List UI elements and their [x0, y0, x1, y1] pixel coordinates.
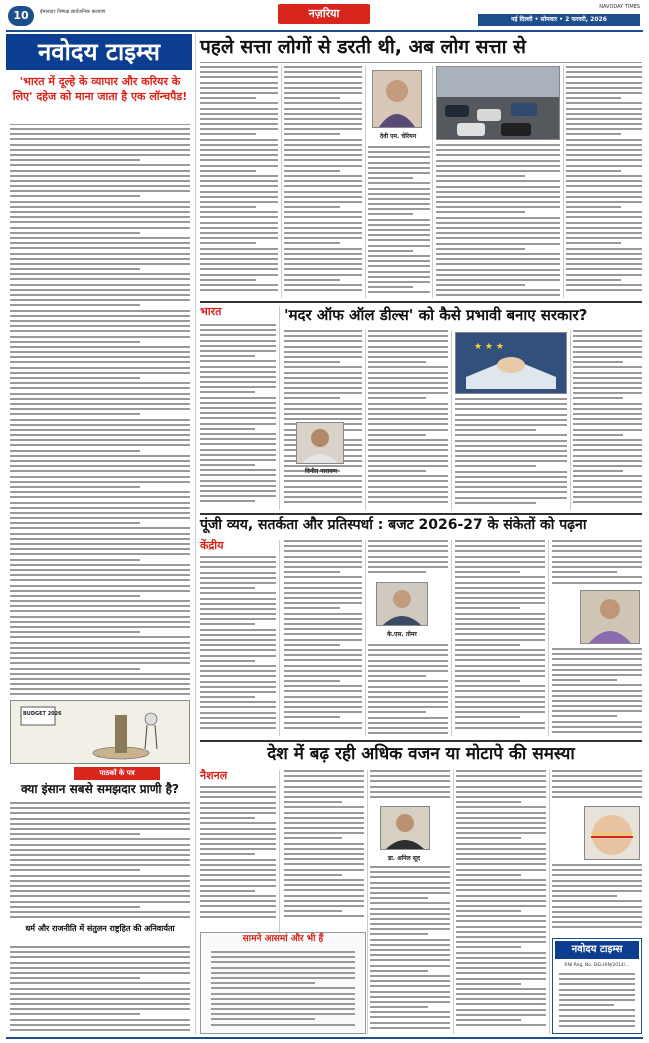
header-slogan: ईमानदार निष्पक्ष सार्वजनिक कल्याण	[40, 9, 106, 15]
lead-divider-3	[432, 66, 433, 298]
cartoon-label: BUDGET 2026	[23, 711, 62, 717]
story-three-col-4	[455, 540, 545, 736]
author-name-cherian: देवी एम. चेरियन	[379, 133, 417, 140]
section-rule-3	[200, 740, 642, 742]
author-photo-tomar	[376, 582, 428, 626]
story-two-col-5	[573, 330, 642, 510]
story-four-col-5	[552, 770, 642, 804]
lead-col-4	[436, 144, 560, 298]
story-four-col-3	[370, 770, 450, 802]
poem-box	[200, 932, 366, 1034]
story-four-headline: देश में बढ़ रही अधिक वजन या मोटापे की समस्या	[267, 744, 575, 764]
masthead-logo: नवोदय टाइम्स	[6, 34, 192, 70]
story-four-col-4	[456, 770, 546, 1034]
story-four-divider-4	[549, 770, 550, 1034]
author-photo-cherian	[372, 70, 422, 128]
story-two-col-3	[368, 330, 448, 510]
story-three-col-5	[552, 540, 642, 588]
letters-text-two	[10, 946, 190, 1034]
date-line: नई दिल्ली • सोमवार • 2 फरवरी, 2026	[478, 14, 640, 26]
lead-rule	[200, 62, 642, 63]
lead-divider-1	[281, 66, 282, 298]
story-two-divider-1	[279, 306, 280, 510]
lead-col-5	[566, 66, 642, 298]
story-two-col-2	[284, 330, 362, 510]
page-number-badge: 10	[8, 6, 34, 26]
story-three-headline: पूंजी व्यय, सतर्कता और प्रतिस्पर्धा : बजट 2026-27 के संकेतों को पढ़ना	[200, 517, 587, 533]
lead-col-2	[284, 66, 362, 298]
story-two-photo-handshake	[455, 332, 567, 394]
story-four-divider-3	[453, 770, 454, 1034]
story-three-kicker: केंद्रीय	[200, 539, 224, 552]
poem-lines	[211, 951, 355, 1031]
budget-cartoon	[10, 700, 190, 764]
letters-text-one	[10, 802, 190, 922]
letters-title-two: धर्म और राजनीति में संतुलन राष्ट्रहित की अनिवार्यता	[25, 924, 175, 933]
story-two-headline: 'मदर ऑफ ऑल डील्स' को कैसे प्रभावी बनाए सरकार?	[284, 306, 588, 324]
story-four-kicker: नैशनल	[200, 769, 228, 782]
main-column-divider	[195, 34, 196, 1034]
story-three-divider-2	[365, 540, 366, 736]
story-three-col-3-top	[368, 540, 448, 578]
story-three-divider-1	[279, 540, 280, 736]
author-name-narain: विनीत नारायण	[305, 468, 337, 475]
footer-box	[552, 938, 642, 1034]
author-name-sood: डा. अनिल सूद	[388, 855, 420, 862]
section-tag: नज़रिया	[278, 4, 370, 24]
section-rule-2	[200, 513, 642, 515]
story-two-col-4	[455, 398, 567, 510]
header-rule	[6, 30, 643, 32]
story-two-kicker: भारत	[200, 305, 222, 318]
page-bottom-rule	[6, 1037, 643, 1039]
story-two-col-1	[200, 324, 276, 510]
story-two-divider-2	[365, 330, 366, 510]
story-three-col-1	[200, 556, 276, 736]
story-four-divider-2	[367, 770, 368, 1034]
lead-photo-traffic	[436, 66, 560, 140]
author-photo-narain	[296, 422, 344, 464]
svg-text:★ ★ ★: ★ ★ ★	[474, 342, 504, 352]
lead-divider-2	[365, 66, 366, 298]
footer-info: RNI Reg. No. DELHIN/2014/...	[564, 963, 630, 968]
author-photo-sood	[380, 806, 430, 850]
lead-divider-4	[563, 66, 564, 298]
brand-small: NAVODAY TIMES	[599, 4, 640, 10]
poem-title: सामने आसमां और भी हैं	[242, 934, 324, 944]
story-four-col-1	[200, 786, 276, 926]
section-rule-1	[200, 301, 642, 303]
letters-title-one: क्या इंसान सबसे समझदार प्राणी है?	[20, 782, 180, 796]
editorial-rule	[10, 124, 190, 125]
author-name-tomar: के.एस. तोमर	[387, 631, 417, 638]
editorial-text	[10, 128, 190, 696]
story-three-col-5b	[552, 648, 642, 736]
story-three-divider-3	[451, 540, 452, 736]
letters-heading: पाठकों के पत्र	[74, 767, 160, 780]
story-four-col-2	[284, 770, 364, 928]
editorial-title: 'भारत में दूल्हे के व्यापार और करियर के लिए' दहेज को माना जाता है एक लॉन्चपैड!	[12, 75, 188, 103]
story-three-col-3	[368, 644, 448, 736]
story-three-divider-4	[548, 540, 549, 736]
story-three-photo-minister	[580, 590, 640, 644]
lead-col-1	[200, 66, 278, 298]
story-three-col-2	[284, 540, 362, 736]
story-four-col-5b	[552, 864, 642, 934]
story-two-divider-4	[570, 330, 571, 510]
story-four-photo-waist	[584, 806, 640, 860]
lead-headline: पहले सत्ता लोगों से डरती थी, अब लोग सत्ता से	[200, 36, 527, 58]
footer-lines	[559, 973, 635, 1029]
story-four-col-3b	[370, 866, 450, 1034]
lead-col-3	[368, 146, 430, 298]
footer-logo: नवोदय टाइम्स	[555, 941, 639, 959]
story-two-divider-3	[451, 330, 452, 510]
